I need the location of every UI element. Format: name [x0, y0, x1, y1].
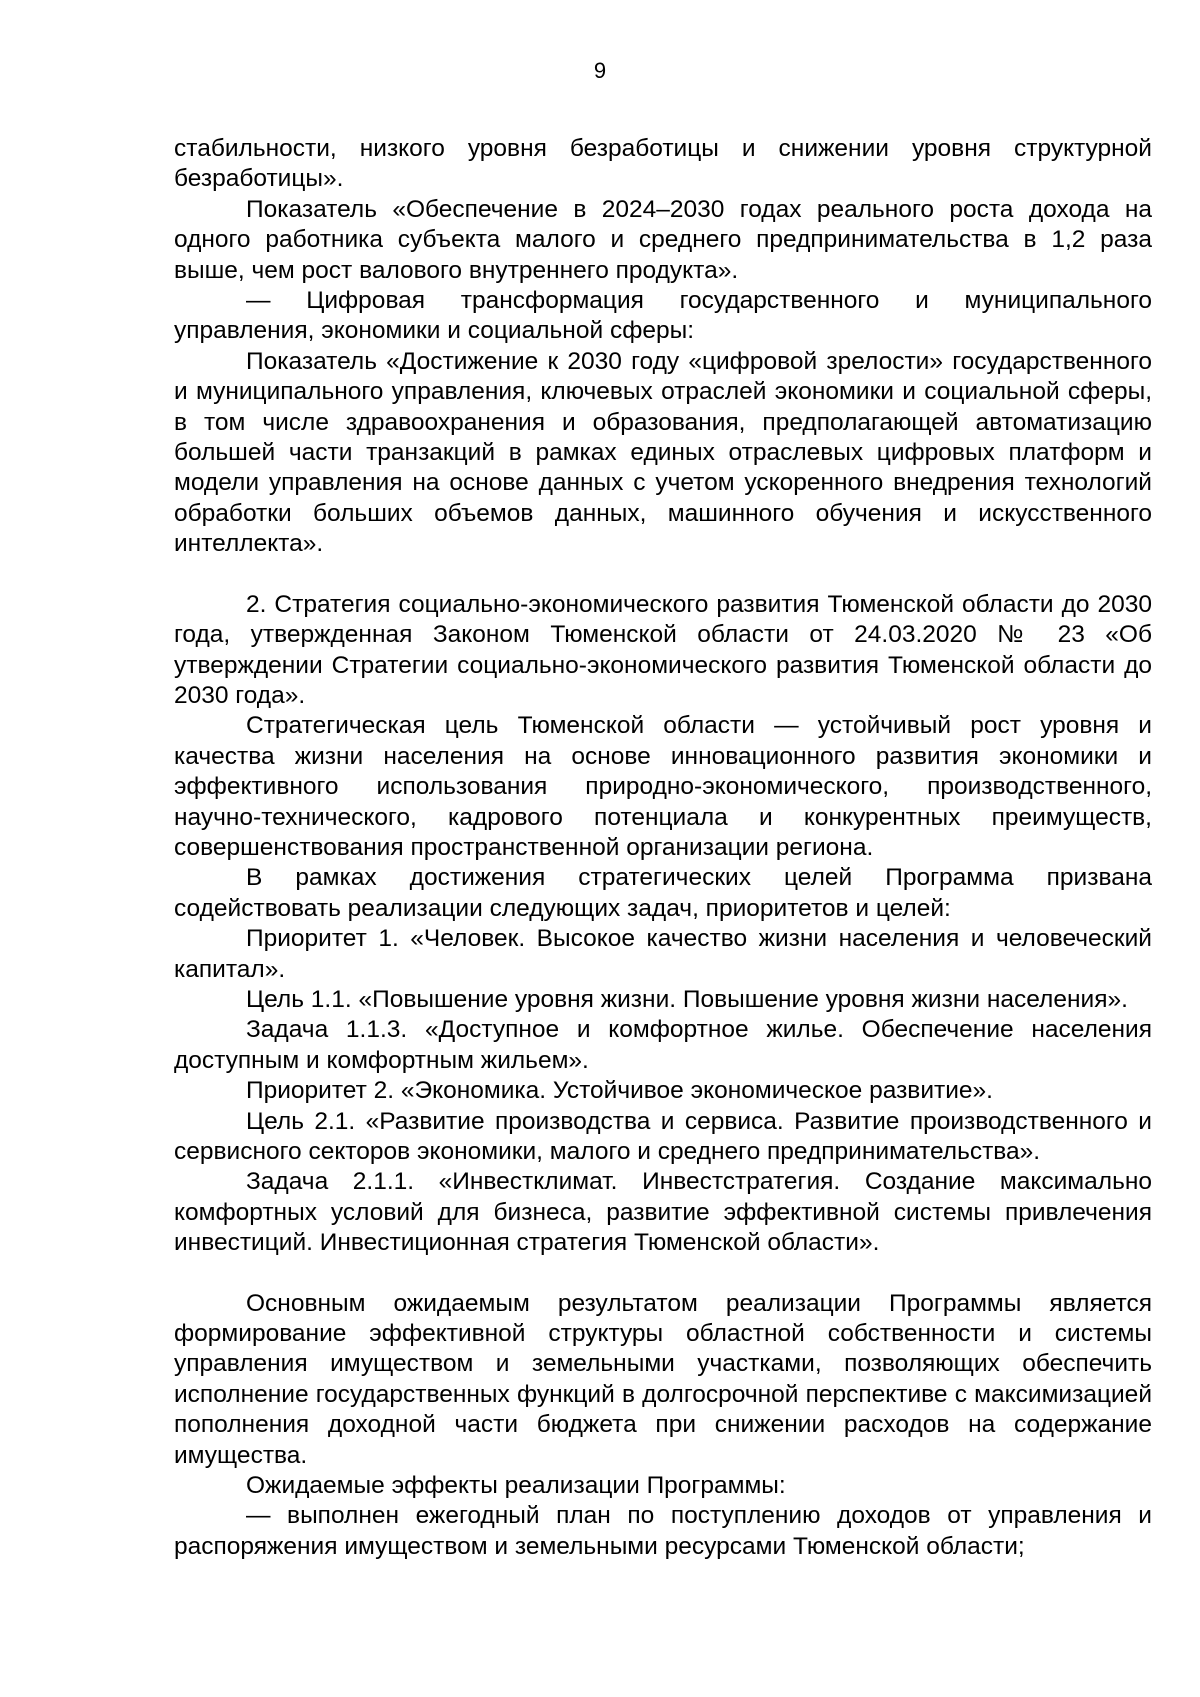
paragraph: Показатель «Обеспечение в 2024–2030 годах реального роста дохода на одного работника субъекта малого и среднего предпринимательства в 1,2 раза выше, чем рост валового внутреннего продукта». [174, 195, 1152, 284]
paragraph: Цель 2.1. «Развитие производства и сервиса. Развитие производственного и сервисного секторов экономики, малого и среднего предпринимательства». [174, 1107, 1152, 1165]
paragraph: стабильности, низкого уровня безработицы и снижении уровня структурной безработицы». [174, 135, 1152, 193]
paragraph: Приоритет 2. «Экономика. Устойчивое экономическое развитие». [246, 1077, 993, 1105]
paragraph: Стратегическая цель Тюменской области — устойчивый рост уровня и качества жизни населения на основе инновационного развития экономики и эффективного использования природно-экономического, производственного, научно-технического, кадрового потенциала и конкурентных преимуществ, совершенствования пространственной организации региона. [174, 712, 1152, 861]
paragraph: — выполнен ежегодный план по поступлению доходов от управления и распоряжения имуществом и земельными ресурсами Тюменской области; [174, 1502, 1152, 1560]
paragraph: Основным ожидаемым результатом реализации Программы является формирование эффективной структуры областной собственности и системы управления имуществом и земельными участками, позволяющих обеспечить исполнение государственных функций в долгосрочной перспективе с максимизацией пополнения доходной части бюджета при снижении расходов на содержание имущества. [174, 1289, 1152, 1469]
paragraph: 2. Стратегия социально-экономического развития Тюменской области до 2030 года, утвержденная Законом Тюменской области от 24.03.2020 № 23 «Об утверждении Стратегии социально-экономического развития Тюменской области до 2030 года». [174, 590, 1152, 709]
paragraph: В рамках достижения стратегических целей Программа призвана содействовать реализации следующих задач, приоритетов и целей: [174, 864, 1152, 922]
document-body [174, 134, 1152, 1562]
paragraph: Цель 1.1. «Повышение уровня жизни. Повышение уровня жизни населения». [246, 985, 1128, 1013]
paragraph: Задача 2.1.1. «Инвестклимат. Инвестстратегия. Создание максимально комфортных условий для бизнеса, развитие эффективной системы привлечения инвестиций. Инвестиционная стратегия Тюменской области». [174, 1168, 1152, 1257]
paragraph: Приоритет 1. «Человек. Высокое качество жизни населения и человеческий капитал». [174, 925, 1152, 983]
paragraph: Задача 1.1.3. «Доступное и комфортное жилье. Обеспечение населения доступным и комфортным жильем». [174, 1016, 1152, 1074]
paragraph: Ожидаемые эффекты реализации Программы: [246, 1472, 786, 1500]
paragraph: Показатель «Достижение к 2030 году «цифровой зрелости» государственного и муниципального управления, ключевых отраслей экономики и социальной сферы, в том числе здравоохранения и образования, предполагающей автоматизацию большей части транзакций в рамках единых отраслевых цифровых платформ и модели управления на основе данных с учетом ускоренного внедрения технологий обработки больших объемов данных, машинного обучения и искусственного интеллекта». [174, 347, 1152, 558]
page-number: 9 [593, 58, 607, 83]
paragraph: — Цифровая трансформация государственного и муниципального управления, экономики и социальной сферы: [174, 287, 1152, 345]
